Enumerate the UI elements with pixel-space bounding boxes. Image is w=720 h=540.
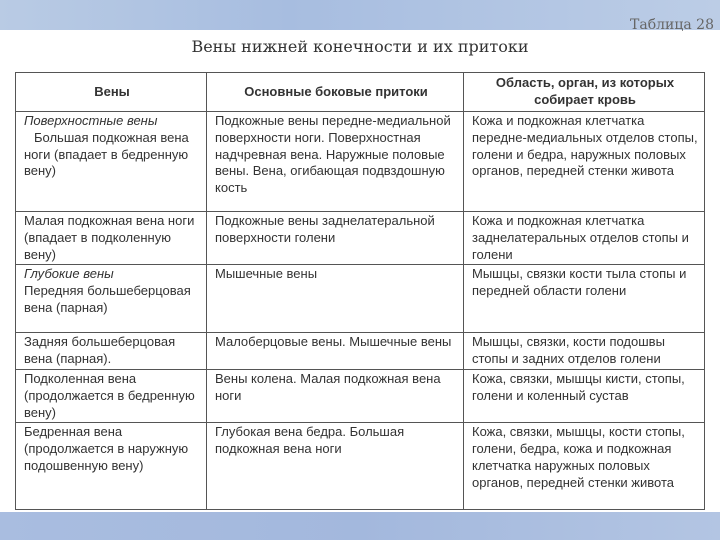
vein-name: Малая подкожная вена ноги (впадает в подколенную вену) (24, 213, 195, 262)
region-cell: Мышцы, связки, кости подошвы стопы и задних отделов голени (464, 333, 705, 370)
header-region: Область, орган, из которых собирает кровь (464, 73, 705, 112)
vein-cell (16, 333, 207, 370)
vein-name: Бедренная вена (продолжается в наружную подошвенную вену) (24, 424, 189, 473)
region-cell: Кожа и подкожная клетчатка заднелатеральных отделов стопы и голени (464, 212, 705, 265)
tributaries-cell: Мышечные вены (207, 265, 464, 333)
region-cell: Мышцы, связки кости тыла стопы и передней области голени (464, 265, 705, 333)
header-veins: Вены (16, 73, 207, 112)
vein-cell (16, 423, 207, 510)
top-decorative-band (0, 0, 720, 30)
tributaries-cell: Подкожные вены передне-медиальной поверхности ноги. Поверхностная надчревная вена. Наружные половые вены. Вена, огибающая подвздошную кость (207, 112, 464, 212)
vein-name: Задняя большеберцовая вена (парная). (24, 334, 176, 367)
page-title: Вены нижней конечности и их притоки (191, 37, 529, 56)
table-header-row (16, 73, 705, 112)
tributaries-cell: Вены колена. Малая подкожная вена ноги (207, 369, 464, 422)
vein-cell (16, 265, 207, 333)
vein-name: Большая подкожная вена ноги (впадает в бедренную вену) (24, 129, 189, 179)
tributaries-cell: Подкожные вены заднелатеральной поверхности голени (207, 212, 464, 265)
vein-group: Поверхностные вены (24, 113, 158, 128)
table-row (16, 112, 705, 212)
region-cell: Кожа и подкожная клетчатка передне-медиальных отделов стопы, голени и бедра, наружных половых органов, передней стенки живота (464, 112, 705, 212)
vein-name: Передняя большеберцовая вена (парная) (24, 283, 191, 315)
vein-cell (16, 212, 207, 265)
vein-cell (16, 112, 207, 212)
table-row (16, 333, 705, 370)
vein-name: Подколенная вена (продолжается в бедренную вену) (24, 370, 195, 420)
bottom-decorative-band (0, 512, 720, 540)
header-tributaries: Основные боковые притоки (207, 73, 464, 112)
table-row (16, 265, 705, 333)
veins-table (15, 72, 705, 510)
vein-cell (16, 369, 207, 422)
tributaries-cell: Малоберцовые вены. Мышечные вены (207, 333, 464, 370)
region-cell: Кожа, связки, мышцы кисти, стопы, голени и коленный сустав (464, 369, 705, 422)
table-row (16, 369, 705, 422)
table-row (16, 212, 705, 265)
region-cell: Кожа, связки, мышцы, кости стопы, голени, бедра, кожа и подкожная клетчатка наружных половых органов, передней стенки живота (464, 423, 705, 510)
vein-group: Глубокие вены (24, 266, 114, 282)
table-row (16, 423, 705, 510)
table-number: Таблица 28 (630, 17, 714, 33)
tributaries-cell: Глубокая вена бедра. Большая подкожная вена ноги (207, 423, 464, 510)
